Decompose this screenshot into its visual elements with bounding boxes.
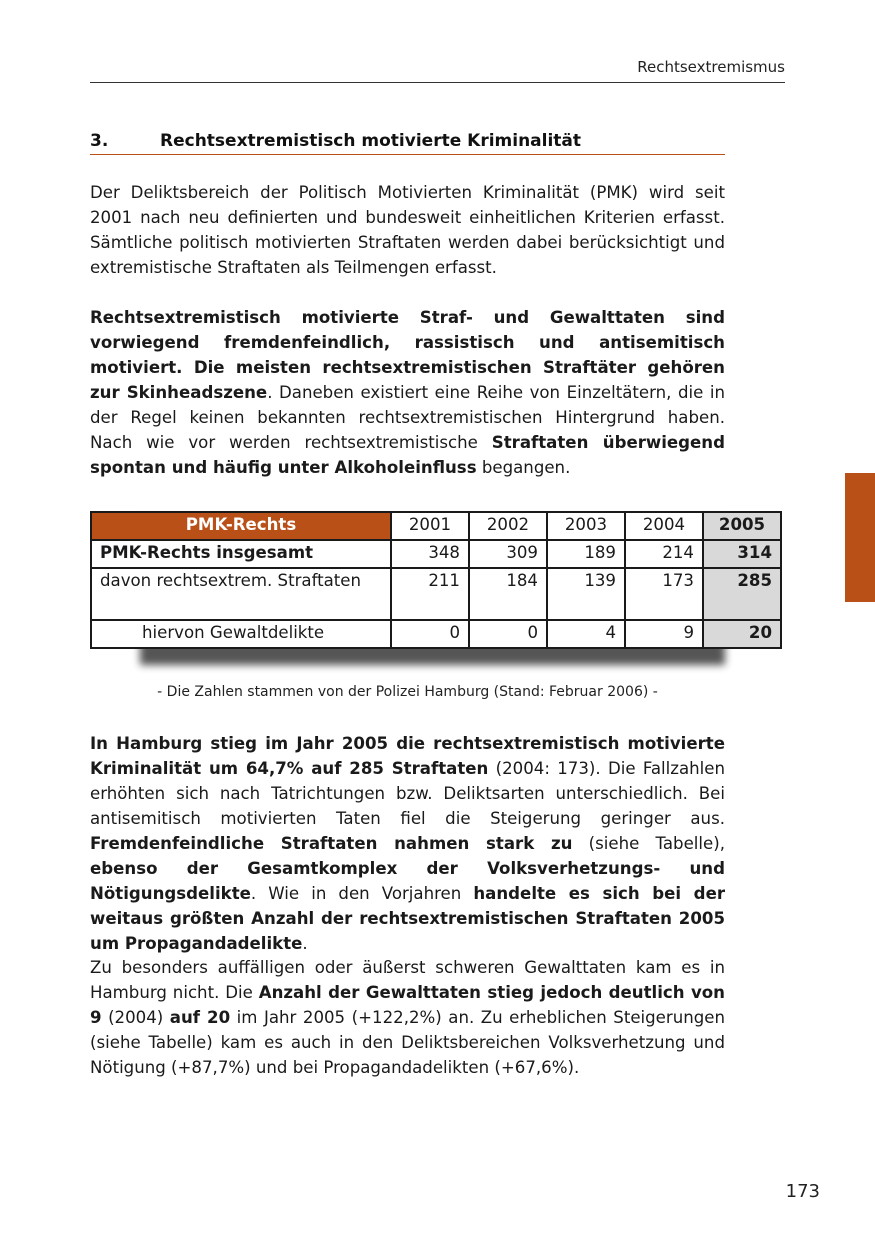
table-cell: 139 [547,568,625,620]
table-header-row [91,512,781,540]
table-cell: 0 [391,620,469,648]
page-number: 173 [785,1181,820,1202]
year-header: 2004 [625,512,703,540]
p3-text-4: . [302,934,308,953]
p3-bold-3: ebenso der Gesamtkomplex der Volksverhetzungs- und Nötigungsdelikte [90,859,725,903]
section-heading [90,131,725,155]
table-row [91,568,781,620]
table-cell: 189 [547,540,625,568]
row-label: hiervon Gewaltdelikte [91,620,391,648]
paragraph-motivation [90,305,725,480]
p4-text-3: im Jahr 2005 (+122,2%) an. Zu erheblichen Steigerungen (siehe Tabelle) kam es auch in den Deliktsbereichen Volksverhetzung und Nötigung (+87,7%) und bei Propagandadelikten (+67,6%). [90,1008,726,1077]
year-header: 2003 [547,512,625,540]
table-cell-highlight: 20 [703,620,781,648]
p3-text-1: (2004: 173). Die Fallzahlen erhöhten sich nach Tatrichtungen bzw. Deliktsarten unterschiedlich. Bei antisemitisch motivierten Taten fiel die Steigerung geringer aus. [90,759,725,828]
table-cell: 173 [625,568,703,620]
p3-text-3: . Wie in den Vorjahren [250,884,474,903]
p4-bold-1: Anzahl der Gewalttaten stieg jedoch deutlich von 9 [90,983,725,1027]
p4-bold-2: auf 20 [169,1008,231,1027]
p4-text-2: (2004) [101,1008,170,1027]
p3-bold-1: In Hamburg stieg im Jahr 2005 die rechtsextremistisch motivierte Kriminalität um 64,7% auf 285 Straftaten [90,734,725,778]
table-cell-highlight: 314 [703,540,781,568]
header-rule [90,82,785,83]
paragraph-hamburg-2005 [90,731,725,956]
table-cell: 211 [391,568,469,620]
section-title: Rechtsextremistisch motivierte Kriminalität [160,131,582,151]
table-row [91,540,781,568]
section-number: 3. [90,131,109,151]
year-header: 2001 [391,512,469,540]
p2-text-1: . Daneben existiert eine Reihe von Einzeltätern, die in der Regel keinen bekannten rechtsextremistischen Hintergrund haben. Nach wie vor werden rechtsextremistische [90,383,726,452]
table-cell: 184 [469,568,547,620]
table-row [91,620,781,648]
table-caption: - Die Zahlen stammen von der Polizei Hamburg (Stand: Februar 2006) - [157,684,658,700]
p3-text-2: (siehe Tabelle), [572,834,725,853]
running-head: Rechtsextremismus [637,58,785,76]
table-cell: 9 [625,620,703,648]
year-header-highlight: 2005 [703,512,781,540]
table-cell-highlight: 285 [703,568,781,620]
paragraph-violence [90,955,725,1080]
p2-text-2: begangen. [476,458,571,477]
pmk-statistics-table [90,511,782,649]
row-label: PMK-Rechts insgesamt [91,540,391,568]
p2-bold-2: Straftaten überwiegend spontan und häufig unter Alkoholeinfluss [90,433,725,477]
header-label-cell: PMK-Rechts [91,512,391,540]
p3-bold-4: handelte es sich bei der weitaus größten Anzahl der rechtsextremistischen Straftaten 2005 um Propagandadelikte [90,884,726,953]
paragraph-intro: Der Deliktsbereich der Politisch Motivierten Kriminalität (PMK) wird seit 2001 nach neu definierten und bundesweit einheitlichen Kriterien erfasst. Sämtliche politisch motivierten Straftaten werden dabei berücksichtigt und extremistische Straftaten als Teilmengen erfasst. [90,183,725,277]
year-header: 2002 [469,512,547,540]
chapter-thumb-tab [845,473,875,602]
statistics-table-container [90,511,782,649]
p4-text-1: Zu besonders auffälligen oder äußerst schweren Gewalttaten kam es in Hamburg nicht. Die [90,958,725,1002]
table-cell: 4 [547,620,625,648]
table-cell: 0 [469,620,547,648]
row-label: davon rechtsextrem. Straftaten [91,568,391,620]
p3-bold-2: Fremdenfeindliche Straftaten nahmen stark zu [90,834,573,853]
table-cell: 214 [625,540,703,568]
table-cell: 348 [391,540,469,568]
table-cell: 309 [469,540,547,568]
p2-bold-1: Rechtsextremistisch motivierte Straf- und Gewalttaten sind vorwiegend fremdenfeindlich, rassistisch und antisemitisch motiviert. Die meisten rechtsextremistischen Straftäter gehören zur Skinheadszene [90,308,725,402]
